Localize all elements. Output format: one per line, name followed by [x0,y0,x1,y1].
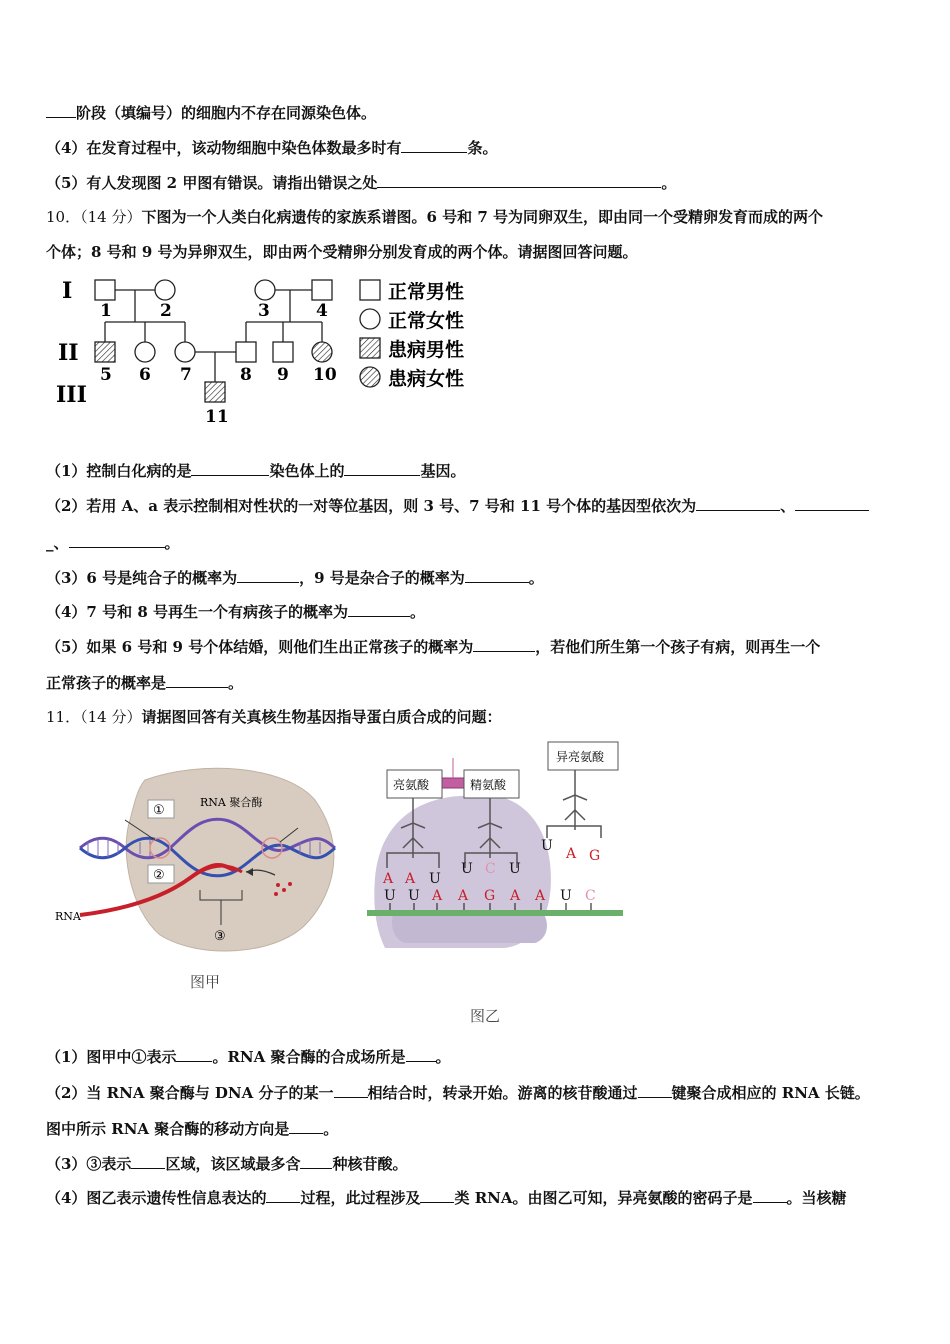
codon-8: U [560,888,572,904]
gen-label-III: III [56,382,87,408]
q9-stage-text: 阶段（填编号）的细胞内不存在同源染色体。 [76,104,377,122]
individual-8 [236,342,256,362]
gen-label-II: II [58,340,79,366]
q11-intro [46,707,910,727]
amino-acid-3: 异亮氨酸 [556,750,605,764]
figure-a-transcription [50,760,350,1000]
answer-blank[interactable] [69,532,165,548]
legend-affected-male-icon [360,338,380,358]
amino-acid-1: 亮氨酸 [393,778,430,792]
codon-6: A [510,888,521,904]
anticodon-3-1: U [541,838,553,854]
anticodon-2-2: C [485,861,496,877]
answer-blank[interactable] [348,601,410,617]
q10-sub3-tail: 。 [528,569,544,587]
q11-sub2-text: （2）当 RNA 聚合酶与 DNA 分子的某一 [46,1084,334,1102]
q11-sub4-mid2: 类 RNA。由图乙可知，异亮氨酸的密码子是 [454,1189,753,1207]
answer-blank[interactable] [465,567,529,583]
q9-sub5-text: （5）有人发现图 2 甲图有错误。请指出错误之处 [46,174,378,192]
legend-affected-female-icon [360,367,380,387]
q10-sub2 [46,495,910,516]
figure-b-caption: 图乙 [470,1007,501,1025]
q10-sub5 [46,636,910,657]
codon-7: A [535,888,546,904]
q10-sub4-tail: 。 [409,603,425,621]
codon-9: C [585,888,596,904]
label-11: 11 [205,407,229,427]
individual-2 [155,280,175,300]
answer-blank[interactable] [266,1187,300,1203]
marker-3: ③ [214,929,226,944]
q11-sub3-text: （3）③表示 [46,1155,132,1173]
amino-acid-2: 精氨酸 [470,778,507,792]
legend-normal-male: 正常男性 [388,281,465,303]
q10-sub4 [46,601,910,622]
q9-sub4 [46,137,910,158]
codon-3: A [432,888,443,904]
q11-sub1-mid: 。RNA 聚合酶的合成场所是 [212,1048,406,1066]
legend-normal-male-icon [360,280,380,300]
figure-a-caption: 图甲 [190,973,221,991]
q9-sub5 [46,172,910,193]
label-2: 2 [160,301,172,321]
q10-sub2-cont [46,532,910,553]
q11-sub1 [46,1046,910,1067]
q11-sub4 [46,1187,910,1208]
q10-sub3-text: （3）6 号是纯合子的概率为 [46,569,238,587]
answer-blank[interactable] [473,636,535,652]
q11-sub1-text: （1）图甲中①表示 [46,1048,177,1066]
individual-9 [273,342,293,362]
q10-sub2-sep: 、 [780,497,796,515]
q11-sub2-cont-tail: 。 [323,1120,339,1138]
q9-stage-line [46,102,910,123]
q10-sub2-cont-text: _、 [46,534,69,552]
answer-blank[interactable] [237,567,299,583]
answer-blank[interactable] [46,102,76,118]
anticodon-1-3: U [429,871,441,887]
q10-sub5-tail: 。 [228,674,244,692]
q10-intro-text-b: 个体；8 号和 9 号为异卵双生，即由两个受精卵分别发育成的两个体。请据图回答问题。 [46,243,638,261]
legend-affected-female: 患病女性 [388,368,465,390]
answer-blank[interactable] [176,1046,212,1062]
individual-4 [312,280,332,300]
label-8: 8 [240,365,252,385]
q9-sub4-tail: 条。 [467,139,498,157]
q11-sub4-text: （4）图乙表示遗传性信息表达的 [46,1189,267,1207]
answer-blank[interactable] [344,460,420,476]
answer-blank[interactable] [289,1118,323,1134]
answer-blank[interactable] [300,1153,332,1169]
individual-10 [312,342,332,362]
q11-sub3-tail: 种核苷酸。 [332,1155,408,1173]
individual-1 [95,280,115,300]
label-9: 9 [277,365,289,385]
mrna-strand [367,910,623,916]
q10-sub5-cont [46,672,910,693]
answer-blank[interactable] [377,172,661,188]
anticodon-1-2: A [405,871,416,887]
q9-sub5-tail: 。 [661,174,677,192]
label-7: 7 [180,365,192,385]
q11-sub2-cont [46,1118,910,1139]
q9-sub4-text: （4）在发育过程中，该动物细胞中染色体数最多时有 [46,139,402,157]
q10-sub2-tail: 。 [164,534,180,552]
q11-sub2-tail: 键聚合成相应的 RNA 长链。 [671,1084,870,1102]
individual-11 [205,382,225,402]
anticodon-3-3: G [589,848,601,864]
label-1: 1 [100,301,112,321]
figure-b-translation [365,738,635,1028]
answer-blank[interactable] [191,460,269,476]
answer-blank[interactable] [795,495,869,511]
marker-2: ② [153,868,165,883]
q10-intro-2 [46,242,910,262]
answer-blank[interactable] [696,495,780,511]
q10-sub1-mid: 染色体上的 [269,462,345,480]
q11-sub4-mid: 过程，此过程涉及 [300,1189,421,1207]
q10-score: （14 分） [80,208,142,226]
q11-sub3 [46,1153,910,1174]
answer-blank[interactable] [166,672,228,688]
individual-3 [255,280,275,300]
label-4: 4 [316,301,328,321]
q11-intro-text: 请据图回答有关真核生物基因指导蛋白质合成的问题： [141,708,502,726]
answer-blank[interactable] [406,1046,436,1062]
legend-normal-female-icon [360,309,380,329]
legend-affected-male: 患病男性 [388,339,465,361]
codon-5: G [484,888,496,904]
q11-score: （14 分） [80,708,142,726]
answer-blank[interactable] [334,1082,368,1098]
answer-blank[interactable] [753,1187,787,1203]
q10-sub5-cont-text: 正常孩子的概率是 [46,674,167,692]
answer-blank[interactable] [131,1153,165,1169]
pedigree-chart [50,272,480,432]
peptide-bond [442,778,464,788]
q10-sub5-text: （5）如果 6 号和 9 号个体结婚，则他们生出正常孩子的概率为 [46,638,474,656]
codon-2: U [408,888,420,904]
marker-1: ① [153,803,165,818]
individual-7 [175,342,195,362]
q11-number: 11． [46,708,81,726]
q11-sub2-cont-text: 图中所示 RNA 聚合酶的移动方向是 [46,1120,290,1138]
label-6: 6 [139,365,151,385]
q10-intro-1 [46,207,910,227]
q10-sub3 [46,567,910,588]
answer-blank[interactable] [638,1082,672,1098]
q10-number: 10． [46,208,81,226]
q10-intro-text-a: 下图为一个人类白化病遗传的家族系谱图。6 号和 7 号为同卵双生，即由同一个受精卵发育而成的两个 [141,208,823,226]
q10-sub4-text: （4）7 号和 8 号再生一个有病孩子的概率为 [46,603,348,621]
q10-sub1 [46,460,910,481]
q11-sub2-mid: 相结合时，转录开始。游离的核苷酸通过 [367,1084,638,1102]
label-10: 10 [313,365,337,385]
q10-sub3-mid: ，9 号是杂合子的概率为 [299,569,465,587]
gen-label-I: I [62,278,73,304]
q10-sub1-tail: 基因。 [420,462,466,480]
q11-sub3-mid: 区域，该区域最多含 [165,1155,301,1173]
anticodon-2-1: U [461,861,473,877]
q11-sub2 [46,1082,910,1103]
anticodon-2-3: U [509,861,521,877]
answer-blank[interactable] [401,137,467,153]
rna-label: RNA [55,910,81,923]
individual-5 [95,342,115,362]
q10-sub5-mid: ，若他们所生第一个孩子有病，则再生一个 [535,638,821,656]
anticodon-1-1: A [383,871,394,887]
q11-sub4-tail: 。当核糖 [786,1189,847,1207]
enzyme-label: RNA 聚合酶 [200,796,263,809]
q11-sub1-tail: 。 [435,1048,451,1066]
anticodon-3-2: A [566,846,577,862]
codon-1: U [384,888,396,904]
q10-sub2-text: （2）若用 A、a 表示控制相对性状的一对等位基因，则 3 号、7 号和 11 号个体的基因型依次为 [46,497,697,515]
answer-blank[interactable] [420,1187,454,1203]
q10-sub1-text: （1）控制白化病的是 [46,462,192,480]
label-3: 3 [258,301,270,321]
label-5: 5 [100,365,112,385]
legend-normal-female: 正常女性 [388,310,465,332]
codon-4: A [458,888,469,904]
individual-6 [135,342,155,362]
